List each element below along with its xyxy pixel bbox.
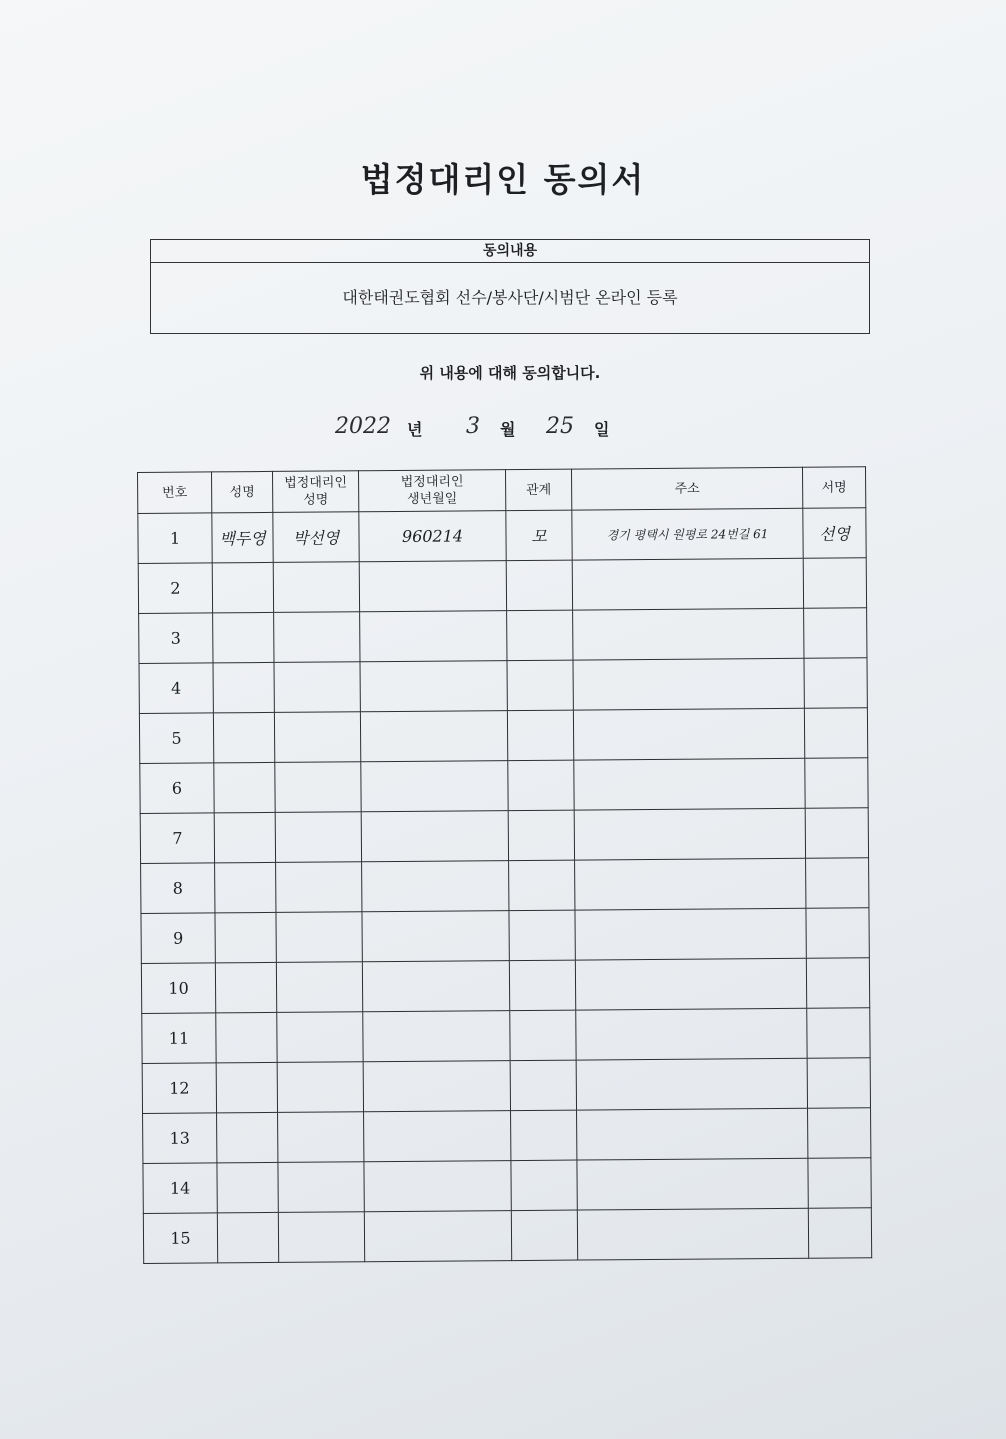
row-address (573, 608, 804, 660)
header-name: 성명 (212, 471, 273, 512)
date-day: 25 (546, 414, 574, 439)
row-guardian-birth (362, 911, 509, 962)
date-month-unit: 월 (500, 420, 516, 439)
table-row (140, 758, 868, 814)
row-guardian-birth (363, 1011, 510, 1062)
row-relation (507, 610, 573, 661)
row-no: 7 (140, 813, 214, 864)
row-guardian-birth (364, 1211, 511, 1262)
row-guardian-birth (362, 861, 509, 912)
table-row (141, 958, 869, 1014)
row-guardian-name (276, 962, 362, 1013)
row-no: 14 (143, 1163, 217, 1214)
row-no: 6 (140, 763, 214, 814)
header-guardian-name (272, 471, 358, 513)
row-no: 4 (139, 663, 213, 714)
row-signature (805, 758, 868, 808)
row-guardian-name (276, 862, 362, 913)
row-name (217, 1212, 278, 1262)
consent-content: 대한태권도협회 선수/봉사단/시범단 온라인 등록 (342, 288, 678, 307)
date-year-unit: 년 (407, 420, 423, 439)
row-address (575, 958, 806, 1010)
row-name (216, 1062, 277, 1112)
row-no: 11 (142, 1013, 216, 1064)
table-row (139, 658, 867, 714)
row-guardian-name (273, 562, 359, 613)
row-name: 백두영 (212, 512, 273, 562)
header-no: 번호 (138, 472, 212, 514)
registration-table (137, 466, 872, 1264)
row-guardian-birth (360, 611, 507, 662)
header-guardian-birth (358, 470, 505, 512)
table-row (143, 1208, 871, 1264)
row-signature (808, 1108, 871, 1158)
row-guardian-name (274, 612, 360, 663)
row-guardian-name (275, 762, 361, 813)
row-guardian-birth (360, 661, 507, 712)
row-signature (807, 1058, 870, 1108)
row-guardian-name (274, 712, 360, 763)
consent-header: 동의내용 (151, 240, 869, 263)
date-year: 2022 (335, 414, 391, 439)
row-name (213, 712, 274, 762)
row-relation (509, 910, 575, 961)
row-no: 12 (142, 1063, 216, 1114)
row-guardian-name (278, 1112, 364, 1163)
row-address (574, 808, 805, 860)
row-guardian-birth (362, 961, 509, 1012)
row-name (213, 662, 274, 712)
row-no: 15 (143, 1213, 217, 1264)
row-name (214, 762, 275, 812)
date-line (0, 412, 1006, 452)
row-guardian-birth (361, 811, 508, 862)
row-guardian-name (277, 1012, 363, 1063)
row-guardian-name (276, 912, 362, 963)
row-no: 3 (139, 613, 213, 664)
row-address (575, 858, 806, 910)
row-address (574, 758, 805, 810)
row-relation (507, 660, 573, 711)
row-relation (509, 960, 575, 1011)
row-signature (806, 858, 869, 908)
row-no: 2 (138, 563, 212, 614)
row-relation (506, 560, 572, 611)
row-address (573, 708, 804, 760)
row-signature (804, 658, 867, 708)
row-relation: 모 (506, 510, 572, 561)
table-row (138, 558, 866, 614)
row-signature (806, 908, 869, 958)
header-guardian-birth-line2: 생년월일 (407, 491, 458, 507)
date-month: 3 (466, 414, 480, 439)
table-row (139, 708, 867, 764)
row-guardian-name (278, 1162, 364, 1213)
table-row (141, 908, 869, 964)
row-address (577, 1108, 808, 1160)
table-row (142, 1008, 870, 1064)
row-name (217, 1162, 278, 1212)
table-row (143, 1108, 871, 1164)
row-signature (806, 958, 869, 1008)
row-relation (510, 1060, 576, 1111)
row-relation (510, 1010, 576, 1061)
row-name (215, 962, 276, 1012)
row-guardian-birth (359, 561, 506, 612)
row-address (577, 1208, 808, 1260)
row-no: 9 (141, 913, 215, 964)
row-guardian-name (274, 662, 360, 713)
row-relation (509, 860, 575, 911)
row-guardian-name (277, 1062, 363, 1113)
row-name (212, 562, 273, 612)
table-row (138, 508, 866, 564)
table-row (142, 1058, 870, 1114)
row-signature (805, 808, 868, 858)
document-title: 법정대리인 동의서 (360, 160, 646, 199)
row-guardian-name (278, 1212, 364, 1263)
header-guardian-name-line1: 법정대리인 (284, 475, 348, 491)
row-name (215, 862, 276, 912)
row-relation (507, 710, 573, 761)
row-no: 1 (138, 513, 212, 564)
row-relation (508, 760, 574, 811)
row-guardian-birth (361, 761, 508, 812)
row-relation (511, 1160, 577, 1211)
header-guardian-name-line2: 성명 (303, 492, 329, 508)
row-name (213, 612, 274, 662)
row-name (214, 812, 275, 862)
row-guardian-birth (363, 1061, 510, 1112)
row-signature (804, 708, 867, 758)
header-signature: 서명 (802, 467, 865, 508)
row-name (215, 912, 276, 962)
table-row (139, 608, 867, 664)
row-signature (804, 608, 867, 658)
row-relation (508, 810, 574, 861)
row-no: 8 (141, 863, 215, 914)
row-no: 10 (141, 963, 215, 1014)
table-row (141, 858, 869, 914)
row-relation (511, 1110, 577, 1161)
row-signature (808, 1208, 871, 1258)
row-guardian-birth (360, 711, 507, 762)
row-signature (803, 558, 866, 608)
row-name (217, 1112, 278, 1162)
agree-statement: 위 내용에 대해 동의합니다. (419, 364, 601, 382)
row-guardian-birth (364, 1161, 511, 1212)
date-day-unit: 일 (594, 420, 610, 439)
row-no: 13 (143, 1113, 217, 1164)
row-address: 경기 평택시 원평로 24번길 61 (572, 508, 803, 560)
row-address (575, 908, 806, 960)
row-guardian-birth (364, 1111, 511, 1162)
row-guardian-birth: 960214 (359, 511, 506, 562)
table-row (143, 1158, 871, 1214)
row-guardian-name (275, 812, 361, 863)
row-guardian-name: 박선영 (273, 512, 359, 563)
row-relation (511, 1210, 577, 1261)
row-address (577, 1158, 808, 1210)
header-address: 주소 (571, 467, 802, 510)
row-signature: 선영 (803, 508, 866, 558)
row-name (216, 1012, 277, 1062)
table-header-row (138, 467, 866, 514)
row-address (572, 558, 803, 610)
row-address (576, 1058, 807, 1110)
row-address (573, 658, 804, 710)
table-row (140, 808, 868, 864)
header-guardian-birth-line1: 법정대리인 (400, 474, 464, 490)
row-signature (807, 1008, 870, 1058)
row-no: 5 (139, 713, 213, 764)
row-signature (808, 1158, 871, 1208)
row-address (576, 1008, 807, 1060)
header-relation: 관계 (505, 469, 571, 511)
consent-content-box (150, 239, 870, 334)
